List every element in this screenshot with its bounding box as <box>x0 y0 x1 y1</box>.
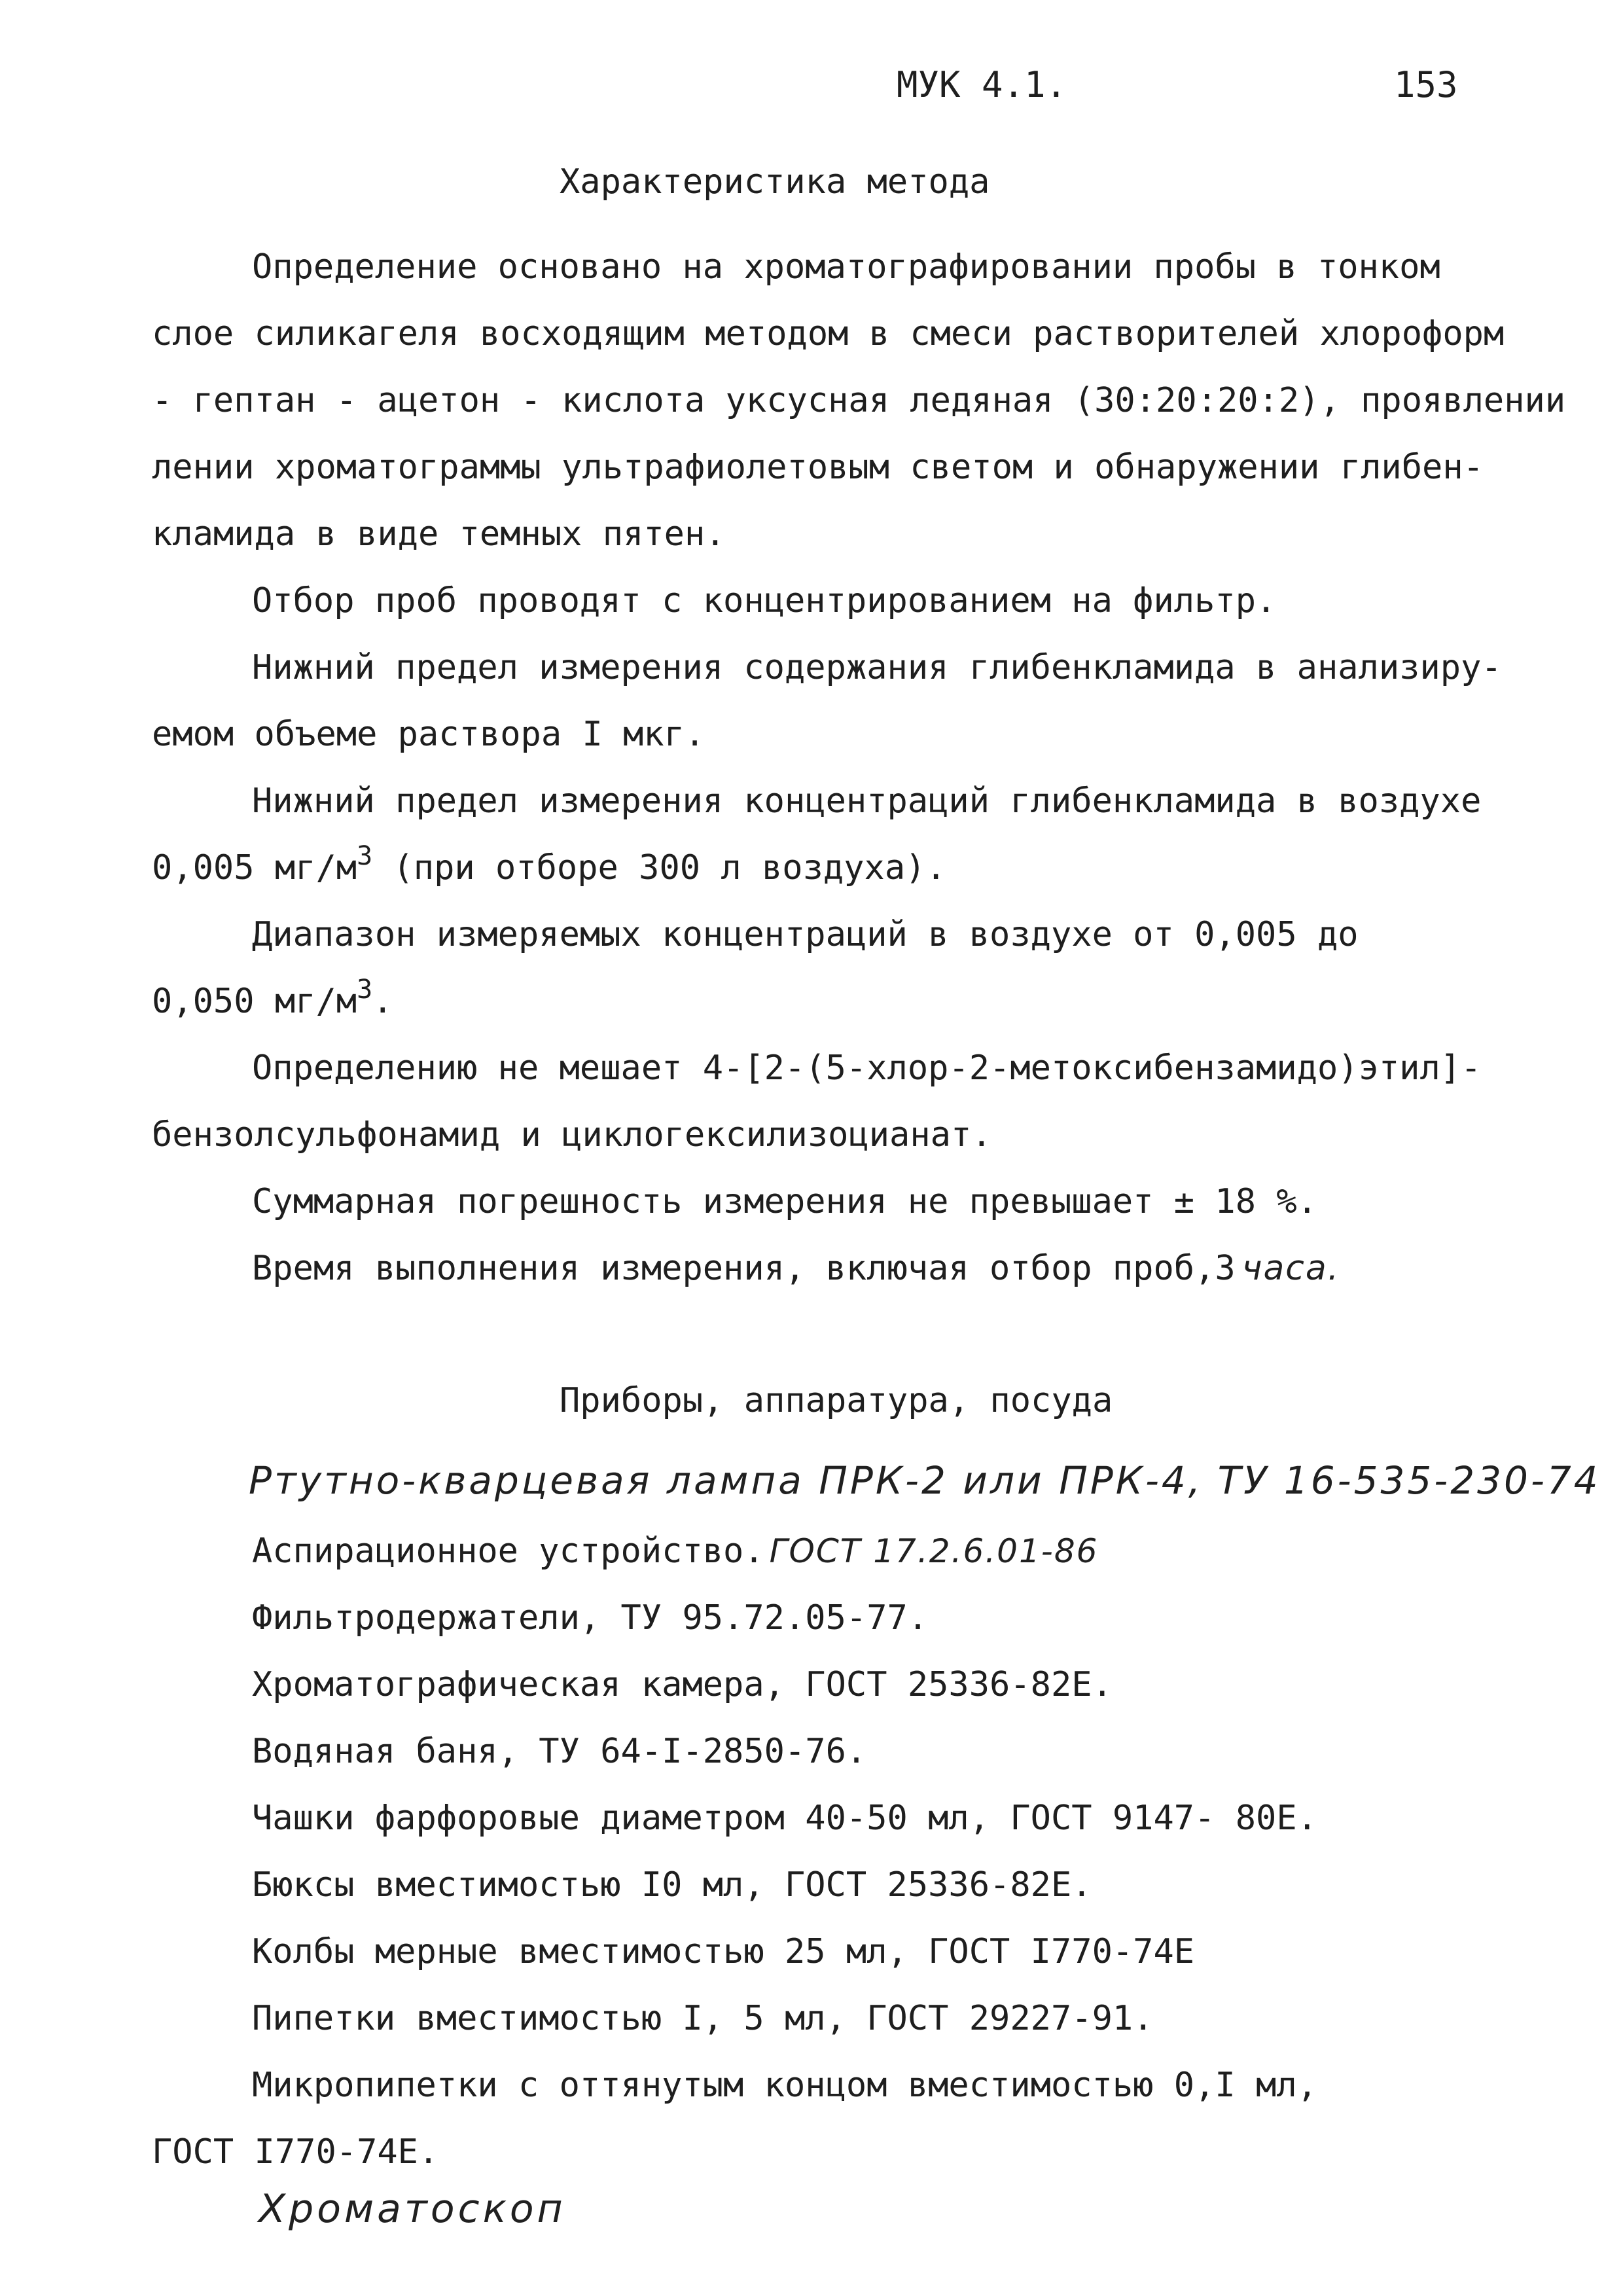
unit-exponent: 3 <box>357 975 373 1005</box>
method-p4-line: Нижний предел измерения концентраций глибенкламида в воздухе <box>252 781 1482 821</box>
concentration-lower-limit: 0,005 мг/м <box>152 848 357 888</box>
method-p6-line: Определению не мешает 4-[2-(5-хлор-2-метоксибензамидо)этил]- <box>252 1049 1482 1088</box>
equipment-item: Фильтродержатели, ТУ 95.72.05-77. <box>252 1598 929 1638</box>
method-p3-line: емом объеме раствора I мкг. <box>152 715 705 754</box>
equipment-item: Колбы мерные вместимостью 25 мл, ГОСТ I770-74Е <box>252 1932 1195 1971</box>
method-p3-line: Нижний предел измерения содержания глибенкламида в анализиру- <box>252 648 1502 687</box>
equipment-handwritten-chromatoscope: Хроматоскоп <box>259 2186 566 2232</box>
method-p1-line: слое силикагеля восходящим методом в смеси растворителей хлороформ <box>152 314 1505 353</box>
concentration-upper-limit: 0,050 мг/м <box>152 982 357 1021</box>
aspiration-handwritten: ГОСТ 17.2.6.01-86 <box>769 1532 1099 1570</box>
method-p5-line: Диапазон измеряемых концентраций в воздухе от 0,005 до <box>252 915 1359 954</box>
equipment-handwritten-lamp: Ртутно-кварцевая лампа ПРК-2 или ПРК-4, ТУ 16-535-230-74 <box>249 1458 1601 1503</box>
equipment-item: Водяная баня, ТУ 64-I-2850-76. <box>252 1732 867 1771</box>
equipment-item-continuation: ГОСТ I770-74Е. <box>152 2132 439 2172</box>
document-code: МУК 4.1. <box>897 64 1067 105</box>
method-p8 <box>252 1249 1340 1288</box>
period: . <box>372 982 393 1021</box>
equipment-aspiration <box>252 1532 1098 1571</box>
method-p1-line: Определение основано на хроматографировании пробы в тонком <box>252 247 1440 287</box>
equipment-item: Хроматографическая камера, ГОСТ 25336-82Е. <box>252 1665 1113 1704</box>
method-p7: Суммарная погрешность измерения не превышает ± 18 %. <box>252 1182 1317 1221</box>
method-p1-line: - гептан - ацетон - кислота уксусная ледяная (30:20:20:2), проявлении <box>152 381 1566 420</box>
measurement-time-typed: Время выполнения измерения, включая отбор проб,3 <box>252 1249 1236 1288</box>
equipment-item: Микропипетки с оттянутым концом вместимостью 0,I мл, <box>252 2066 1317 2105</box>
equipment-title: Приборы, аппаратура, посуда <box>560 1381 1113 1420</box>
method-p1-line: кламида в виде темных пятен. <box>152 514 726 554</box>
method-p4-value-line <box>152 841 946 888</box>
method-p6-line: бензолсульфонамид и циклогексилизоцианат. <box>152 1115 992 1155</box>
sampling-volume-note: (при отборе 300 л воздуха). <box>372 848 946 888</box>
unit-exponent: 3 <box>357 841 373 871</box>
measurement-time-handwritten: часа. <box>1241 1249 1340 1288</box>
method-title: Характеристика метода <box>560 162 990 202</box>
page-number: 153 <box>1394 64 1458 105</box>
method-p5-value-line <box>152 975 393 1021</box>
equipment-item: Пипетки вместимостью I, 5 мл, ГОСТ 29227-91. <box>252 1999 1154 2038</box>
equipment-item: Чашки фарфоровые диаметром 40-50 мл, ГОСТ 9147- 80Е. <box>252 1799 1317 1838</box>
method-p1-line: лении хроматограммы ультрафиолетовым светом и обнаружении глибен- <box>152 448 1484 487</box>
equipment-item: Бюксы вместимостью I0 мл, ГОСТ 25336-82Е. <box>252 1865 1092 1905</box>
aspiration-typed: Аспирационное устройство. <box>252 1532 764 1571</box>
method-p2: Отбор проб проводят с концентрированием на фильтр. <box>252 581 1277 620</box>
